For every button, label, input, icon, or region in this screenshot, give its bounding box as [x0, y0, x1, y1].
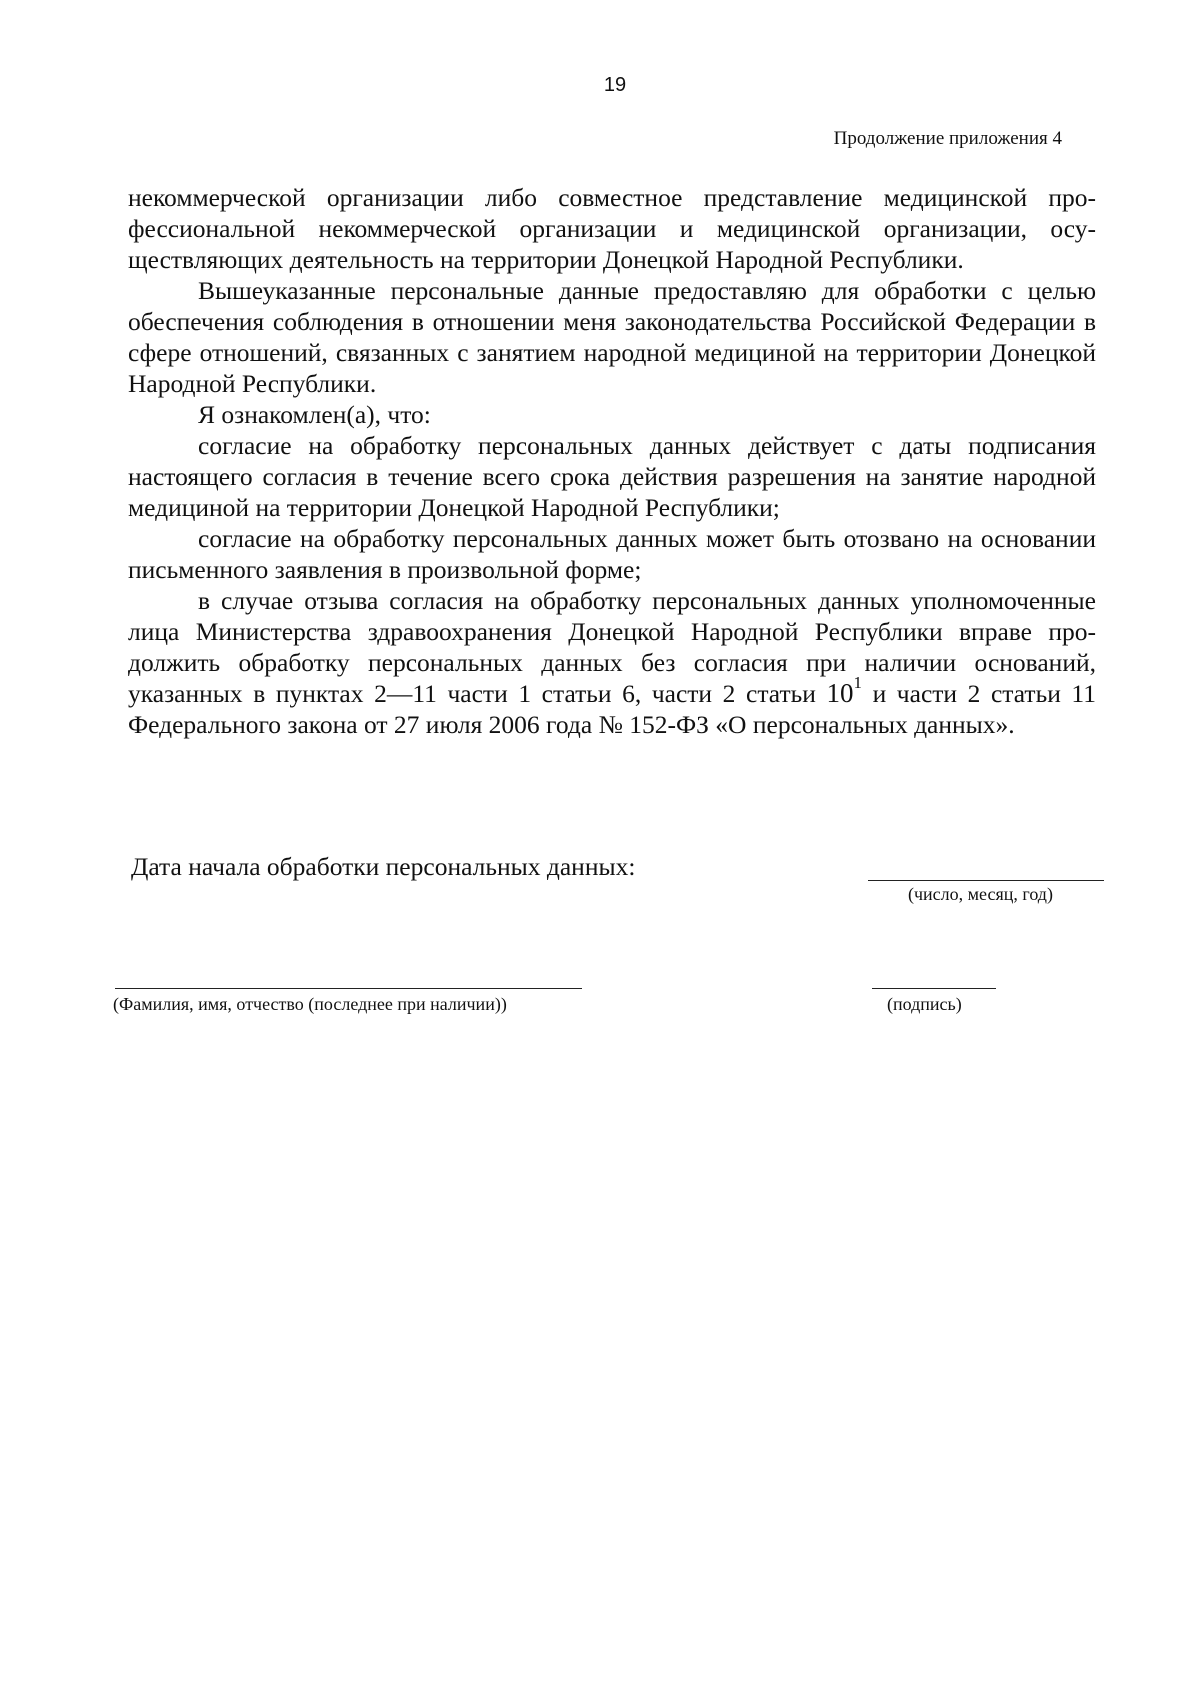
paragraph-acknowledgement: Я ознакомлен(а), что:: [198, 400, 431, 429]
date-caption: (число, месяц, год): [908, 884, 1053, 904]
processing-start-date-label: Дата начала обработки персональных данных:: [131, 852, 636, 881]
full-name-field[interactable]: [115, 988, 582, 989]
page-number: 19: [603, 74, 627, 96]
article-reference: [826, 673, 862, 708]
full-name-caption: (Фамилия, имя, отчество (последнее при наличии)): [113, 994, 507, 1014]
article-reference-base: 10: [826, 678, 854, 708]
signature-caption: (подпись): [887, 994, 962, 1014]
paragraph-consent-revocation: согласие на обработку персональных данных может быть отозвано на основании письменного заявления в произвольной форме;: [128, 524, 1096, 584]
revocation-text-start: в случае отзыва согласия на обработку персональных данных уполномоченные лица Министерства здравоохранения Донецкой Народной Республики вправе продолжить обработку персональных данных без согласия при наличии оснований, указанных в пунктах 2—11 части 1 статьи 6, части 2 статьи: [128, 586, 1096, 708]
appendix-note: Продолжение приложения 4: [833, 128, 1062, 149]
paragraph-continuation: некоммерческой организации либо совместное представление медицинской профессиональной некоммерческой организации и медицинской организации, осуществляющих деятельность на территории Донецкой Народной Республики.: [128, 183, 1096, 274]
processing-start-date-field[interactable]: [868, 880, 1104, 881]
signature-field[interactable]: [872, 988, 996, 989]
paragraph-purpose: Вышеуказанные персональные данные предоставляю для обработки с целью обеспечения соблюдения в отношении меня законодательства Российской Федерации в сфере отношений, связанных с занятием народной медициной на территории Донецкой Народной Республики.: [128, 276, 1096, 398]
revocation-text-end: и части 2 статьи 11 Федерального закона от 27 июля 2006 года № 152-ФЗ «О персональных данных».: [128, 679, 1096, 739]
paragraph-revocation-consequences: [128, 585, 1096, 740]
article-reference-superscript: 1: [853, 673, 862, 692]
document-body: [128, 182, 1096, 740]
paragraph-consent-duration: согласие на обработку персональных данных действует с даты подписания настоящего согласия в течение всего срока действия разрешения на занятие народной медициной на территории Донецкой Народной Республики;: [128, 431, 1096, 522]
